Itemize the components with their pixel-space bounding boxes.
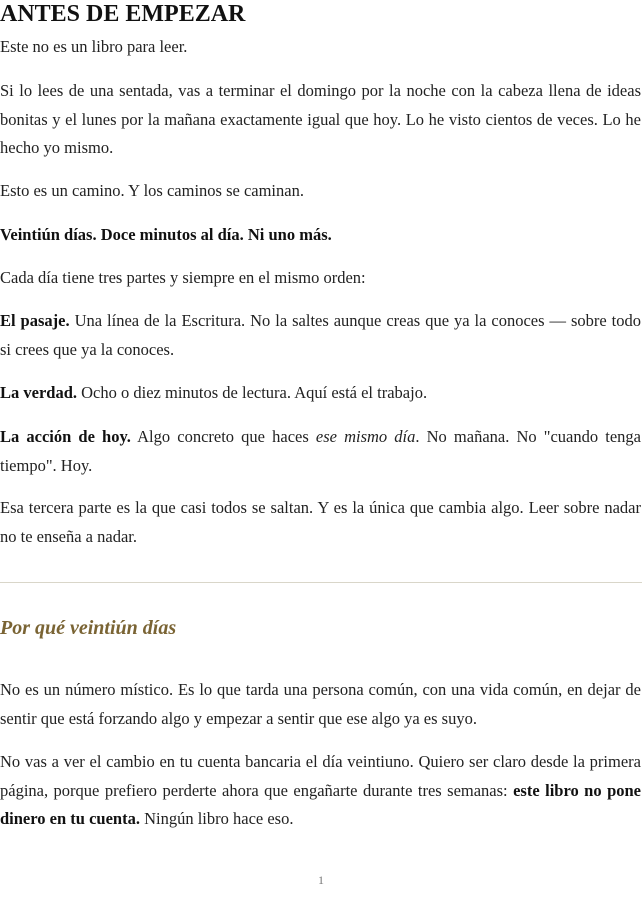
cuenta-bold: este libro no pone dinero en tu cuenta. [0,780,641,828]
paragraph-numero: No es un número místico. Es lo que tarda una persona común, con una vida común, en dejar de sentir que está forzando algo y empezar a sentir que ese algo ya es suyo. [0,680,641,728]
chapter-title: ANTES DE EMPEZAR [0,1,246,27]
paragraph-camino: Esto es un camino. Y los caminos se caminan. [0,181,304,200]
cuenta-end: Ningún libro hace eso. [139,809,294,828]
cuenta-text: No vas a ver el cambio en tu cuenta bancaria el día veintiuno. Quiero ser claro desde la primera página, porque prefiero perderte ahora que engañarte durante tres semanas: [0,752,641,800]
pasaje-text: Una línea de la Escritura. No la saltes aunque creas que ya la conoces — sobre todo si crees que ya la conoces. [0,311,642,359]
section-divider [0,582,642,583]
section-heading: Por qué veintiún días [0,617,177,639]
accion-text-b: . No mañana. No "cuando tenga tiempo". Hoy. [0,427,641,475]
paragraph-accion [0,423,641,480]
paragraph-pasaje [0,307,641,364]
paragraph-cuenta [0,748,641,834]
paragraph-tercera-parte: Esa tercera parte es la que casi todos se saltan. Y es la única que cambia algo. Leer sobre nadar no te enseña a nadar. [0,498,641,546]
verdad-lead: La verdad. [0,383,78,402]
verdad-text: Ocho o diez minutos de lectura. Aquí está el trabajo. [77,383,428,402]
paragraph-verdad [0,379,641,408]
accion-lead: La acción de hoy. [0,427,131,446]
accion-text-a: Algo concreto que haces [130,427,316,446]
paragraph-parts-intro: Cada día tiene tres partes y siempre en el mismo orden: [0,268,366,287]
paragraph-intro: Este no es un libro para leer. [0,37,188,56]
paragraph-sentada: Si lo lees de una sentada, vas a terminar el domingo por la noche con la cabeza llena de ideas bonitas y el lunes por la mañana exactamente igual que hoy. Lo he visto cientos de veces. Lo he hecho yo mismo. [0,81,641,157]
pasaje-lead: El pasaje. [0,311,70,330]
accion-emphasis: ese mismo día [315,427,416,446]
paragraph-rule [0,221,641,250]
bold-statement: Veintiún días. Doce minutos al día. Ni uno más. [0,225,332,244]
page-number: 1 [318,873,324,887]
